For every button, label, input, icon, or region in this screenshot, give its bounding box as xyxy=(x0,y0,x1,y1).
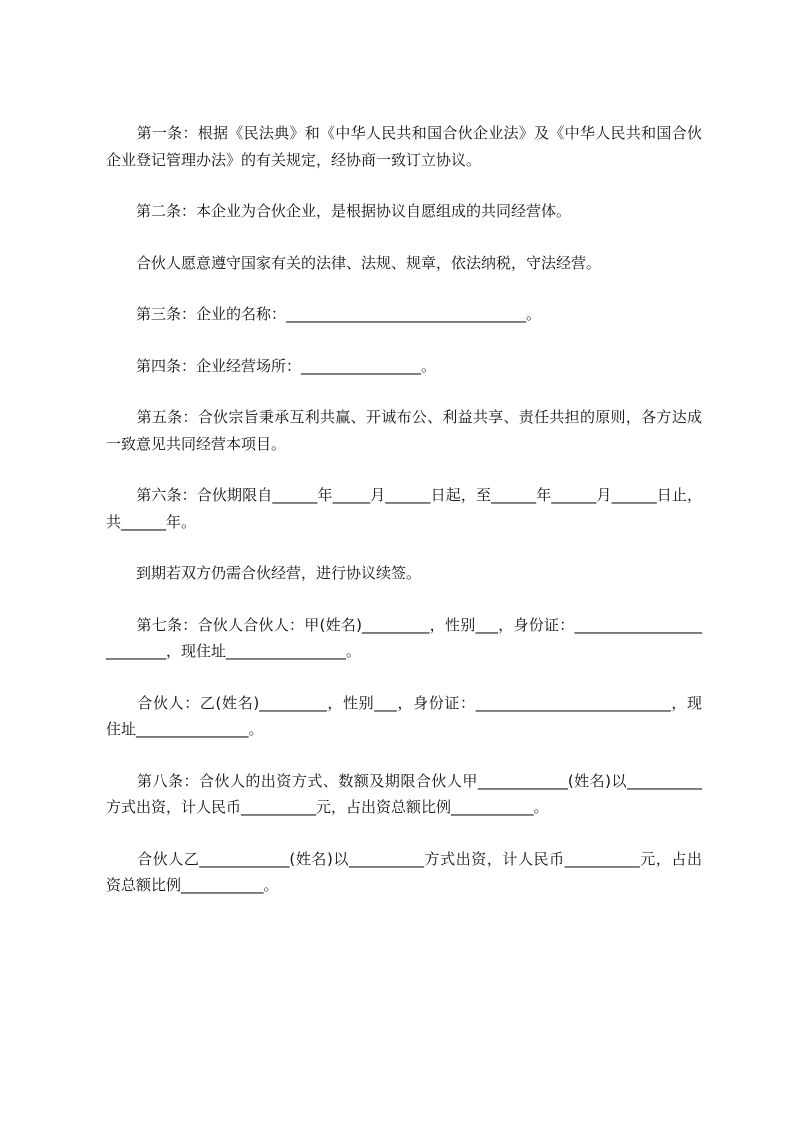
renewal-paragraph: 到期若双方仍需合伙经营，进行协议续签。 xyxy=(106,564,422,582)
compliance-paragraph: 合伙人愿意遵守国家有关的法律、法规、规章，依法纳税，守法经营。 xyxy=(106,253,602,272)
article-2-paragraph: 第二条：本企业为合伙企业，是根据协议自愿组成的共同经营体。 xyxy=(106,202,572,220)
partner-b-contribution-paragraph: 合伙人乙____________(姓名)以__________方式出资，计人民币__________元，占出资总额比例___________。 xyxy=(106,849,702,894)
article-1-paragraph: 第一条：根据《民法典》和《中华人民共和国合伙企业法》及《中华人民共和国合伙企业登记管理办法》的有关规定，经协商一致订立协议。 xyxy=(106,124,702,169)
partner-b-info-paragraph: 合伙人：乙(姓名)_________，性别___，身份证：__________________________，现住址_______________。 xyxy=(106,693,702,738)
article-7-paragraph: 第七条：合伙人合伙人：甲(姓名)_________，性别___，身份证：_________________________，现住址________________。 xyxy=(106,615,702,660)
article-4-paragraph: 第四条：企业经营场所：________________。 xyxy=(106,356,437,375)
article-3-paragraph: 第三条：企业的名称：________________________________。 xyxy=(106,305,542,323)
article-8-paragraph: 第八条：合伙人的出资方式、数额及期限合伙人甲____________(姓名)以__________方式出资，计人民币__________元，占出资总额比例___________。 xyxy=(106,771,702,816)
article-5-paragraph: 第五条：合伙宗旨秉承互利共赢、开诚布公、利益共享、责任共担的原则，各方达成一致意见共同经营本项目。 xyxy=(106,408,702,453)
document-body xyxy=(106,120,702,924)
article-6-paragraph: 第六条：合伙期限自______年_____月______日起，至______年______月______日止，共______年。 xyxy=(106,486,702,531)
